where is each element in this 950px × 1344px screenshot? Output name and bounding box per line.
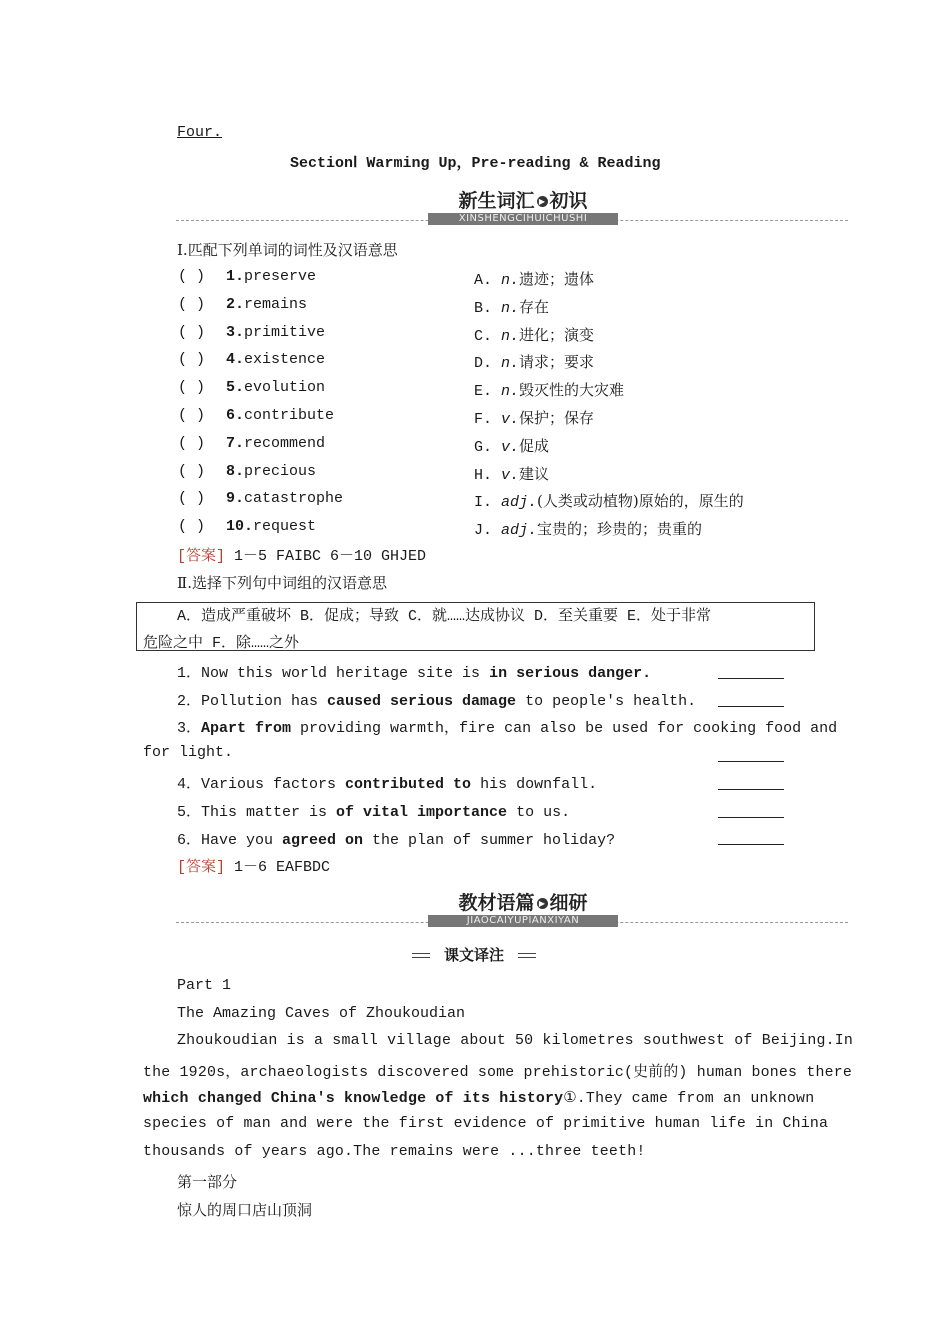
meaning-letter: D. — [474, 355, 493, 372]
word-item — [226, 463, 316, 480]
word-item — [226, 351, 325, 368]
sentence-6: 6．Have you agreed on the plan of summer holiday? — [177, 832, 616, 849]
meaning-letter: E. — [474, 383, 493, 400]
sentence-3-cont: for light. — [143, 744, 234, 761]
answer-paren[interactable]: ( ) — [178, 435, 206, 452]
word-text: recommend — [244, 435, 326, 452]
reading-title: The Amazing Caves of Zhoukoudian — [177, 1005, 466, 1022]
answer-paren[interactable]: ( ) — [178, 490, 206, 507]
answer-blank-4[interactable] — [718, 788, 784, 790]
word-number: 4. — [226, 351, 245, 368]
meaning-item — [474, 351, 594, 372]
word-text: primitive — [244, 324, 326, 341]
word-item — [226, 268, 316, 285]
unit-label: Four. — [177, 124, 223, 141]
word-item — [226, 490, 343, 507]
meaning-item — [474, 463, 549, 484]
answer-paren[interactable]: ( ) — [178, 296, 206, 313]
answer-blank-1[interactable] — [718, 677, 784, 679]
answer-text: 1－5 FAIBC 6－10 GHJED — [234, 548, 427, 565]
options-line-2: 危险之中 F．除……之外 — [143, 635, 300, 652]
meaning-pos: n. — [501, 300, 520, 317]
answer-label: [答案] — [177, 859, 226, 876]
meaning-pos: n. — [501, 383, 520, 400]
reading-part: Part 1 — [177, 977, 232, 994]
word-number: 5. — [226, 379, 245, 396]
meaning-text: 建议 — [519, 465, 550, 483]
meaning-letter: B. — [474, 300, 493, 317]
word-item — [226, 518, 316, 535]
sentence-4: 4．Various factors contributed to his downfall. — [177, 776, 598, 793]
reading-line-4: species of man and were the first evidence of primitive human life in China — [143, 1116, 829, 1132]
banner-title-b: 初识 — [549, 190, 588, 212]
meaning-pos: n. — [501, 272, 520, 289]
sentence-5: 5．This matter is of vital importance to us. — [177, 804, 571, 821]
answer-paren[interactable]: ( ) — [178, 351, 206, 368]
meaning-item — [474, 268, 594, 289]
sentence-3: 3．Apart from providing warmth，fire can also be used for cooking food and — [177, 720, 838, 737]
word-text: catastrophe — [244, 490, 344, 507]
reading-cn-title: 惊人的周口店山顶洞 — [177, 1201, 313, 1219]
reading-line-5: thousands of years ago.The remains were ...three teeth! — [143, 1144, 646, 1160]
meaning-letter: H. — [474, 467, 493, 484]
meaning-pos: n. — [501, 355, 520, 372]
sentence-2: 2．Pollution has caused serious damage to people's health. — [177, 693, 697, 710]
meaning-item — [474, 296, 549, 317]
vocab-banner — [176, 186, 848, 226]
answer-paren[interactable]: ( ) — [178, 518, 206, 535]
banner-title-a: 教材语篇 — [458, 892, 535, 914]
word-number: 6. — [226, 407, 245, 424]
meaning-pos: adj. — [501, 494, 538, 511]
options-box — [136, 602, 815, 651]
meaning-item — [474, 324, 594, 345]
answer-text: 1－6 EAFBDC — [234, 859, 331, 876]
meaning-text: 促成 — [519, 437, 550, 455]
label-text: 课文译注 — [430, 944, 518, 965]
meaning-item — [474, 435, 549, 456]
word-text: remains — [244, 296, 308, 313]
meaning-pos: adj. — [501, 522, 538, 539]
options-line-1: A．造成严重破坏 B．促成；导致 C．就……达成协议 D．至关重要 E．处于非常 — [177, 608, 712, 625]
answer-blank-3[interactable] — [718, 760, 784, 762]
meaning-item — [474, 518, 702, 539]
banner-pinyin: JIAOCAIYUPIANXIYAN — [428, 915, 618, 927]
section-title: SectionⅠ Warming Up，Pre-reading & Reading — [290, 155, 661, 172]
word-number: 9. — [226, 490, 245, 507]
play-icon: ▶ — [537, 898, 548, 909]
meaning-text: 请求；要求 — [519, 353, 595, 371]
word-number: 3. — [226, 324, 245, 341]
sentence-1: 1．Now this world heritage site is in serious danger. — [177, 665, 652, 682]
meaning-item — [474, 407, 594, 428]
answer-blank-2[interactable] — [718, 705, 784, 707]
meaning-text: 遗迹；遗体 — [519, 270, 595, 288]
word-number: 10. — [226, 518, 254, 535]
word-item — [226, 407, 334, 424]
answer-paren[interactable]: ( ) — [178, 463, 206, 480]
banner-title-a: 新生词汇 — [458, 190, 535, 212]
reading-line-1: Zhoukoudian is a small village about 50 kilometres southwest of Beijing.In — [177, 1033, 854, 1049]
banner-pinyin: XINSHENGCIHUICHUSHI — [428, 213, 618, 225]
meaning-letter: F. — [474, 411, 493, 428]
answer-paren[interactable]: ( ) — [178, 268, 206, 285]
answer-blank-5[interactable] — [718, 816, 784, 818]
word-text: request — [253, 518, 317, 535]
word-number: 2. — [226, 296, 245, 313]
word-text: preserve — [244, 268, 317, 285]
answer-blank-6[interactable] — [718, 843, 784, 845]
answer-paren[interactable]: ( ) — [178, 407, 206, 424]
meaning-letter: G. — [474, 439, 493, 456]
word-text: contribute — [244, 407, 335, 424]
meaning-text: 毁灭性的大灾难 — [519, 381, 625, 399]
part2-heading: Ⅱ.选择下列句中词组的汉语意思 — [177, 574, 387, 592]
text-study-banner — [176, 888, 848, 928]
answer-label: [答案] — [177, 548, 226, 565]
answer-paren[interactable]: ( ) — [178, 324, 206, 341]
meaning-letter: C. — [474, 328, 493, 345]
word-item — [226, 379, 325, 396]
meaning-pos: v. — [501, 467, 520, 484]
meaning-text: 存在 — [519, 298, 550, 316]
part2-answer — [177, 855, 330, 876]
reading-cn-part: 第一部分 — [177, 1173, 238, 1191]
word-item — [226, 324, 325, 341]
meaning-text: (人类或动植物)原始的，原生的 — [537, 492, 744, 510]
banner-title-b: 细研 — [549, 892, 588, 914]
word-text: precious — [244, 463, 317, 480]
meaning-item — [474, 379, 624, 400]
word-text: existence — [244, 351, 326, 368]
reading-line-3: which changed China's knowledge of its history①.They came from an unknown — [143, 1091, 815, 1107]
meaning-pos: v. — [501, 411, 520, 428]
word-item — [226, 435, 325, 452]
meaning-item — [474, 490, 744, 511]
meaning-letter: I. — [474, 494, 493, 511]
text-annotation-label — [412, 944, 536, 964]
meaning-text: 保护；保存 — [519, 409, 595, 427]
meaning-text: 进化；演变 — [519, 326, 595, 344]
meaning-pos: n. — [501, 328, 520, 345]
answer-paren[interactable]: ( ) — [178, 379, 206, 396]
word-item — [226, 296, 307, 313]
meaning-letter: J. — [474, 522, 493, 539]
reading-line-2: the 1920s，archaeologists discovered some prehistoric(史前的) human bones there — [143, 1065, 853, 1081]
word-number: 8. — [226, 463, 245, 480]
meaning-pos: v. — [501, 439, 520, 456]
play-icon: ▶ — [537, 196, 548, 207]
meaning-letter: A. — [474, 272, 493, 289]
part1-heading: Ⅰ.匹配下列单词的词性及汉语意思 — [177, 241, 398, 259]
banner-title — [428, 186, 618, 213]
banner-title — [428, 888, 618, 915]
word-number: 7. — [226, 435, 245, 452]
word-number: 1. — [226, 268, 245, 285]
word-text: evolution — [244, 379, 326, 396]
meaning-text: 宝贵的；珍贵的；贵重的 — [537, 520, 703, 538]
part1-answer — [177, 544, 426, 565]
highlighted-phrase: which changed China's knowledge of its history — [143, 1091, 564, 1107]
